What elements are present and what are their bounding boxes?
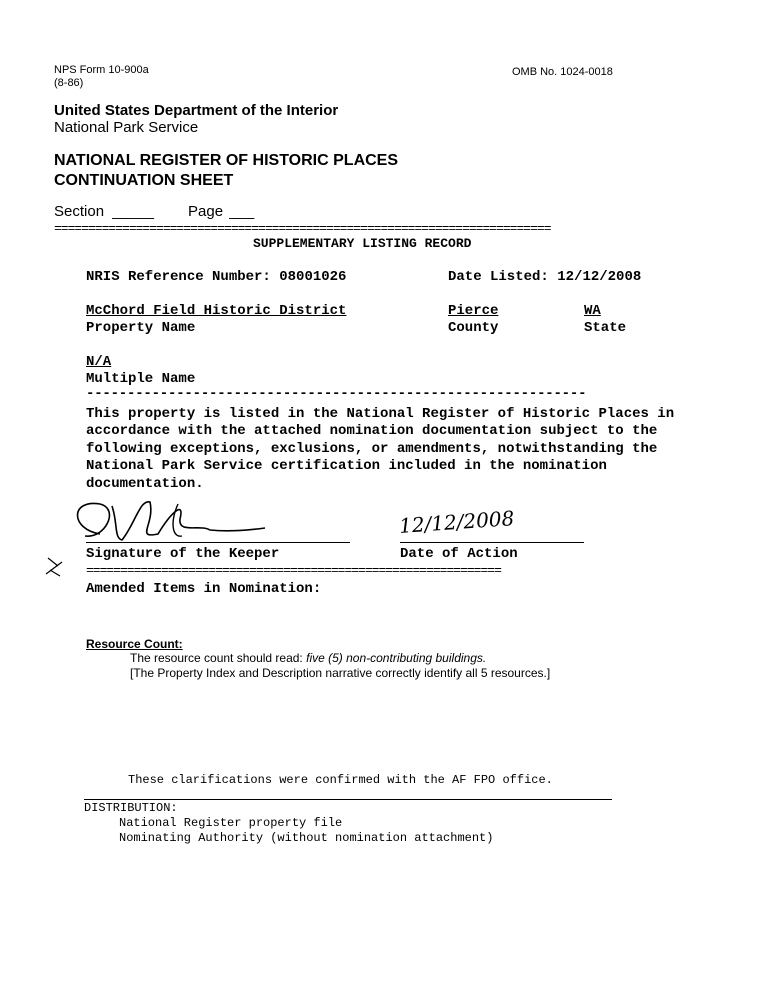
nris-reference bbox=[86, 269, 346, 286]
resource-count-line1 bbox=[130, 651, 486, 666]
statement-line: documentation. bbox=[86, 475, 204, 492]
omb-number: OMB No. 1024-0018 bbox=[512, 66, 613, 78]
property-name-label: Property Name bbox=[86, 320, 196, 336]
date-listed-value: 12/12/2008 bbox=[557, 269, 642, 285]
section-blank: _____ bbox=[112, 203, 154, 220]
agency-name: National Park Service bbox=[54, 119, 199, 136]
date-of-action-handwritten: 12/12/2008 bbox=[398, 506, 516, 538]
record-heading: SUPPLEMENTARY LISTING RECORD bbox=[253, 236, 472, 251]
double-separator-top: ========================================================================= bbox=[54, 224, 551, 233]
date-listed-label: Date Listed: bbox=[448, 269, 549, 285]
dash-separator: ------------------------------------------------------------- bbox=[86, 386, 587, 402]
state-label: State bbox=[584, 320, 627, 336]
resource-count-prefix: The resource count should read: bbox=[130, 651, 307, 665]
department-name: United States Department of the Interior bbox=[54, 102, 339, 119]
page-field bbox=[188, 203, 254, 221]
form-number: NPS Form 10-900a bbox=[54, 64, 149, 76]
form-title: NATIONAL REGISTER OF HISTORIC PLACES bbox=[54, 152, 399, 169]
page-blank: ___ bbox=[229, 203, 255, 220]
check-mark-graphic bbox=[40, 550, 70, 580]
clarification-note: These clarifications were confirmed with the AF FPO office. bbox=[128, 773, 553, 787]
distribution-item: Nominating Authority (without nomination attachment) bbox=[119, 831, 494, 845]
form-date: (8-86) bbox=[54, 77, 84, 89]
page-label: Page bbox=[188, 203, 224, 220]
statement-line: accordance with the attached nomination documentation subject to the bbox=[86, 423, 658, 440]
distribution-rule bbox=[84, 799, 612, 800]
form-subtitle: CONTINUATION SHEET bbox=[54, 172, 234, 189]
signature-label: Signature of the Keeper bbox=[86, 546, 280, 562]
date-listed bbox=[448, 269, 641, 286]
resource-count-line2: [The Property Index and Description narrative correctly identify all 5 resources.] bbox=[130, 666, 551, 680]
double-separator-bottom: ============================================================= bbox=[86, 566, 501, 575]
multiple-name-value: N/A bbox=[86, 354, 112, 370]
distribution-label: DISTRIBUTION: bbox=[84, 801, 178, 815]
statement-line: National Park Service certification included in the nomination bbox=[86, 458, 607, 475]
multiple-name-label: Multiple Name bbox=[86, 371, 196, 387]
state-value: WA bbox=[584, 303, 601, 319]
distribution-item: National Register property file bbox=[119, 816, 343, 830]
resource-count-heading: Resource Count: bbox=[86, 637, 183, 651]
county-label: County bbox=[448, 320, 499, 336]
statement-line: following exceptions, exclusions, or amendments, notwithstanding the bbox=[86, 440, 658, 457]
date-of-action-label: Date of Action bbox=[400, 546, 518, 562]
amended-items-label: Amended Items in Nomination: bbox=[86, 581, 322, 597]
date-of-action-line bbox=[400, 542, 584, 543]
resource-count-italic: five (5) non-contributing buildings. bbox=[306, 651, 487, 665]
nris-value: 08001026 bbox=[279, 269, 347, 285]
listing-statement bbox=[86, 406, 746, 493]
section-label: Section bbox=[54, 203, 105, 220]
county-value: Pierce bbox=[448, 303, 499, 319]
section-field bbox=[54, 203, 154, 221]
statement-line: This property is listed in the National Register of Historic Places in bbox=[86, 406, 675, 422]
nris-label: NRIS Reference Number: bbox=[86, 269, 271, 285]
property-name-value: McChord Field Historic District bbox=[86, 303, 347, 319]
